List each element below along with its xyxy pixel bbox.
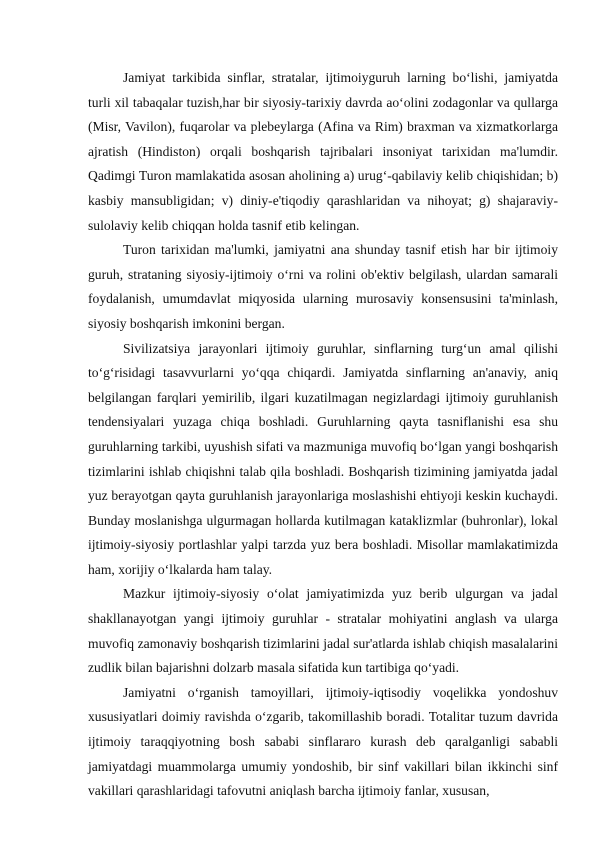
- paragraph-3: Sivilizatsiya jarayonlari ijtimoiy guruhlar, sinflarning turg‘un amal qilishi to‘g‘risidagi tasavvurlarni yo‘qqa chiqardi. Jamiyatda sinflarning an'anaviy, aniq belgilangan farqlari yemirilib, ilgari kuzatilmagan negizlardagi ijtimoiy guruhlanish tendensiyalari yuzaga chiqa boshladi. Guruhlarning qayta tasniflanishi esa shu guruhlarning tarkibi, uyushish sifati va mazmuniga muvofiq bo‘lgan yangi boshqarish tizimlarini ishlab chiqishni talab qila boshladi. Boshqarish tizimining jamiyatda jadal yuz berayotgan qayta guruhlanish jarayonlariga moslashishi ehtiyoji keskin kuchaydi. Bunday moslanishga ulgurmagan hollarda kutilmagan kataklizmlar (buhronlar), lokal ijtimoiy-siyosiy portlashlar yalpi tarzda yuz bera boshladi. Misollar mamlakatimizda ham, xorijiy o‘lkalarda ham talay.: [88, 340, 558, 577]
- paragraph-2: Turon tarixidan ma'lumki, jamiyatni ana shunday tasnif etish har bir ijtimoiy guruh, strataning siyosiy-ijtimoiy o‘rni va rolini ob'ektiv belgilash, ulardan samarali foydalanish, umumdavlat miqyosida ularning murosaviy konsensusini ta'minlash, siyosiy boshqarish imkonini bergan.: [88, 242, 558, 331]
- document-page: [88, 66, 558, 804]
- paragraph-5: Jamiyatni o‘rganish tamoyillari, ijtimoiy-iqtisodiy voqelikka yondoshuv xususiyatlari doimiy ravishda o‘zgarib, takomillashib boradi. Totalitar tuzum davrida ijtimoiy taraqqiyotning bosh sababi sinflararo kurash deb qaralganligi sababli jamiyatdagi muammolarga umumiy yondoshib, bir sinf vakillari bilan ikkinchi sinf vakillari qarashlaridagi tafovutni aniqlash barcha ijtimoiy fanlar, xususan,: [88, 684, 558, 799]
- paragraph-1: Jamiyat tarkibida sinflar, stratalar, ijtimoiyguruh larning bo‘lishi, jamiyatda turli xil tabaqalar tuzish,har bir siyosiy-tarixiy davrda ao‘olini zodagonlar va qullarga (Misr, Vavilon), fuqarolar va plebeylarga (Afina va Rim) braxman va xizmatkorlarga ajratish (Hindiston) orqali boshqarish tajribalari insoniyat tarixidan ma'lumdir. Qadimgi Turon mamlakatida asosan aholining a) urug‘-qabilaviy kelib chiqishidan; b) kasbiy mansubligidan; v) diniy-e'tiqodiy qarashlaridan va nihoyat; g) shajaraviy-sulolaviy kelib chiqqan holda tasnif etib kelingan.: [88, 70, 558, 233]
- paragraph-4: Mazkur ijtimoiy-siyosiy o‘olat jamiyatimizda yuz berib ulgurgan va jadal shakllanayotgan yangi ijtimoiy guruhlar - stratalar mohiyatini anglash va ularga muvofiq zamonaviy boshqarish tizimlarini jadal sur'atlarda ishlab chiqish masalalarini zudlik bilan bajarishni dolzarb masala sifatida kun tartibiga qo‘yadi.: [88, 586, 558, 676]
